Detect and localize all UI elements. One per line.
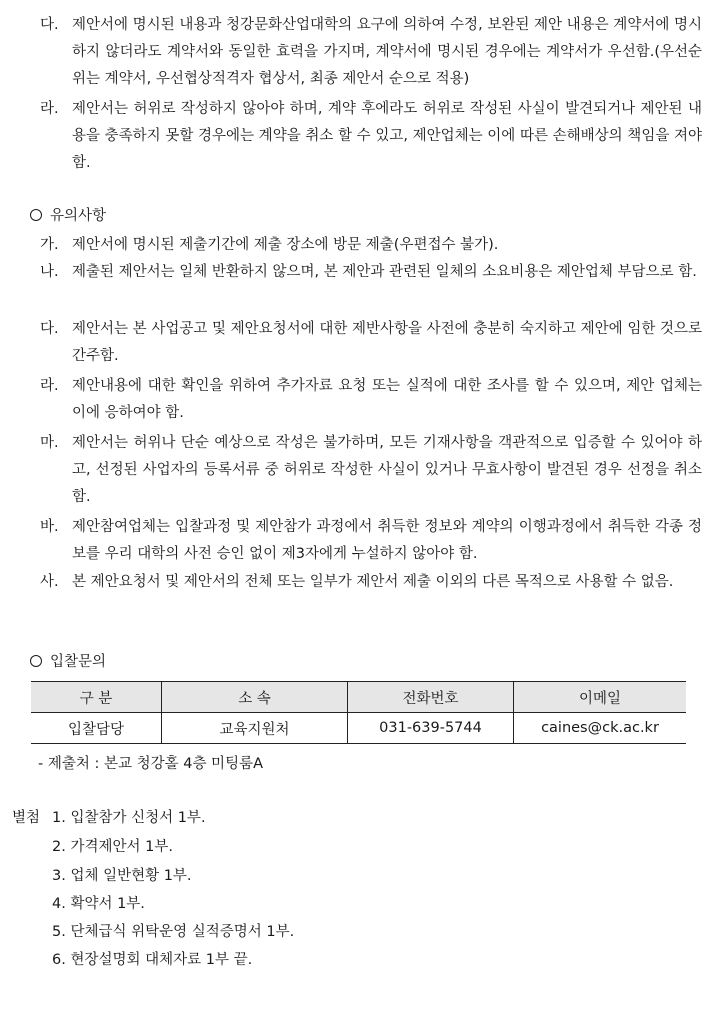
col-header-category: 구 분 (31, 682, 162, 713)
col-header-email: 이메일 (514, 682, 687, 713)
attachment-item: 6. 현장설명회 대체자료 1부 끝. (52, 952, 253, 968)
top-item-da (40, 12, 702, 93)
col-header-phone: 전화번호 (348, 682, 514, 713)
attachment-item: 3. 업체 일반현황 1부. (52, 868, 192, 884)
item-text: 제안서에 명시된 내용과 청강문화산업대학의 요구에 의하여 수정, 보완된 제안 내용은 계약서에 명시하지 않더라도 계약서와 동일한 효력을 가지며, 계약서에 명시된 경우에는 계약서가 우선함.(우선순위는 계약서, 우선협상적격자 협상서, 최종 제안서 순으로 적용) (72, 17, 702, 87)
submission-place-note: - 제출처 : 본교 청강홀 4층 미팅룸A (38, 756, 263, 772)
item-text: 제안서는 허위나 단순 예상으로 작성은 불가하며, 모든 기재사항을 객관적으로 입증할 수 있어야 하고, 선정된 사업자의 등록서류 중 허위로 작성한 사실이 있거나 무효사항이 발견된 경우 선정을 취소함. (72, 435, 702, 505)
item-text: 제출된 제안서는 일체 반환하지 않으며, 본 제안과 관련된 일체의 소요비용은 제안업체 부담으로 함. (72, 264, 697, 280)
item-text: 제안참여업체는 입찰과정 및 제안참가 과정에서 취득한 정보와 계약의 이행과정에서 취득한 각종 정보를 우리 대학의 사전 승인 없이 제3자에게 누설하지 않아야 함. (72, 519, 702, 562)
cell-category: 입찰담당 (31, 713, 162, 744)
col-header-department: 소 속 (162, 682, 348, 713)
attachment-item: 5. 단체급식 위탁운영 실적증명서 1부. (52, 924, 295, 940)
item-marker: 다. (40, 321, 59, 337)
item-marker: 마. (40, 435, 59, 451)
cell-email: caines@ck.ac.kr (514, 713, 687, 744)
notes-title: 유의사항 (50, 208, 107, 224)
item-marker: 라. (40, 101, 59, 117)
item-marker: 바. (40, 519, 59, 535)
notes-item-sa (40, 569, 702, 596)
notes-item-da (40, 316, 702, 370)
table-row (31, 713, 686, 744)
item-text: 제안서에 명시된 제출기간에 제출 장소에 방문 제출(우편접수 불가). (72, 237, 499, 253)
notes-item-ma (40, 430, 702, 511)
item-marker: 나. (40, 264, 59, 280)
table-header-row (31, 682, 686, 713)
item-text: 제안서는 본 사업공고 및 제안요청서에 대한 제반사항을 사전에 충분히 숙지하고 제안에 임한 것으로 간주함. (72, 321, 702, 364)
item-marker: 라. (40, 378, 59, 394)
inquiry-heading (30, 650, 106, 674)
circle-bullet-icon (30, 209, 42, 221)
cell-phone: 031-639-5744 (348, 713, 514, 744)
attachment-item: 1. 입찰참가 신청서 1부. (52, 810, 206, 826)
item-marker: 가. (40, 237, 59, 253)
item-marker: 사. (40, 574, 59, 590)
notes-heading (30, 204, 106, 228)
item-text: 본 제안요청서 및 제안서의 전체 또는 일부가 제안서 제출 이외의 다른 목적으로 사용할 수 없음. (72, 574, 674, 590)
circle-bullet-icon (30, 655, 42, 667)
item-marker: 다. (40, 17, 59, 33)
cell-department: 교육지원처 (162, 713, 348, 744)
notes-item-ra (40, 373, 702, 427)
attachments-label: 별첨 (12, 810, 41, 826)
notes-item-na (40, 259, 702, 286)
top-item-ra (40, 96, 702, 177)
item-text: 제안서는 허위로 작성하지 않아야 하며, 계약 후에라도 허위로 작성된 사실이 발견되거나 제안된 내용을 충족하지 못할 경우에는 계약을 취소 할 수 있고, 제안업체는 이에 따른 손해배상의 책임을 져야 함. (72, 101, 702, 171)
attachment-item: 2. 가격제안서 1부. (52, 839, 173, 855)
notes-item-ba (40, 514, 702, 568)
inquiry-title: 입찰문의 (50, 654, 107, 670)
item-text: 제안내용에 대한 확인을 위하여 추가자료 요청 또는 실적에 대한 조사를 할 수 있으며, 제안 업체는 이에 응하여야 함. (72, 378, 702, 421)
attachment-item: 4. 확약서 1부. (52, 896, 145, 912)
inquiry-table (31, 681, 686, 744)
notes-item-ga (40, 232, 702, 259)
